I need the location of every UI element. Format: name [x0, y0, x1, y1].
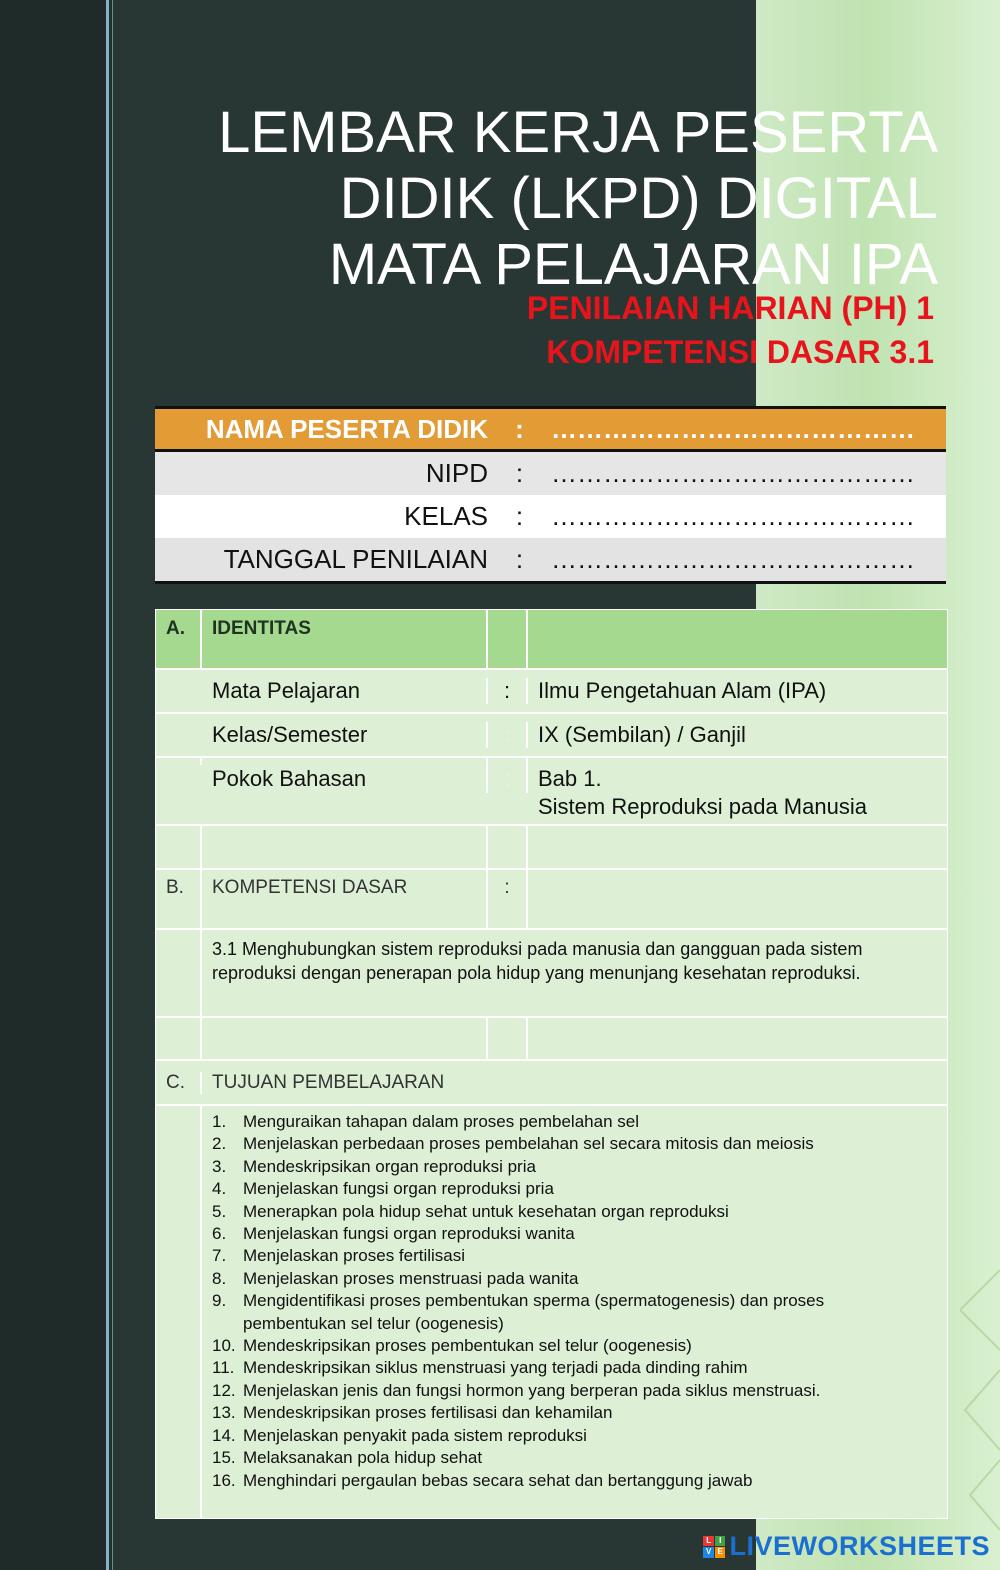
objective-text: Menjelaskan proses fertilisasi	[243, 1246, 466, 1266]
assessment-date-colon: :	[515, 544, 524, 574]
background-stripe	[106, 0, 109, 1570]
competency-header-row	[156, 868, 947, 928]
objective-number: 15.	[212, 1448, 236, 1468]
objective-number: 9.	[212, 1291, 227, 1311]
objective-text: Menjelaskan proses menstruasi pada wanita	[243, 1268, 579, 1288]
empty-cell	[488, 1018, 528, 1059]
student-info-table	[155, 406, 946, 584]
topic-label: Pokok Bahasan	[202, 758, 488, 793]
objectives-list-row	[156, 1104, 947, 1518]
competency-text-row	[156, 928, 947, 1016]
watermark-text: LIVEWORKSHEETS	[729, 1531, 990, 1561]
objective-text: Menjelaskan fungsi organ reproduksi pria	[243, 1179, 554, 1199]
student-name-row	[155, 409, 946, 449]
nipd-colon: :	[515, 458, 524, 488]
subtitle-line-2: KOMPETENSI DASAR 3.1	[546, 334, 934, 370]
objective-item	[212, 1425, 927, 1447]
objective-item	[212, 1178, 927, 1200]
objectives-list	[202, 1106, 947, 1492]
logo-letter: L	[703, 1536, 714, 1547]
content-table	[155, 609, 948, 1519]
objective-text: Menerapkan pola hidup sehat untuk kesehatan organ reproduksi	[243, 1201, 729, 1221]
subject-label: Mata Pelajaran	[202, 678, 488, 704]
class-semester-label: Kelas/Semester	[202, 722, 488, 748]
class-label: KELAS	[404, 501, 488, 531]
logo-letter: E	[715, 1547, 726, 1558]
student-name-field[interactable]: ……………………………………	[551, 413, 915, 444]
objective-item	[212, 1335, 927, 1357]
objective-item	[212, 1447, 927, 1469]
student-name-colon: :	[515, 413, 524, 444]
section-letter-a: A.	[156, 610, 202, 668]
empty-cell	[202, 1018, 488, 1059]
title-line-3: MATA PELAJARAN IPA	[328, 232, 938, 297]
objective-item	[212, 1111, 927, 1133]
objective-number: 11.	[212, 1358, 235, 1378]
assessment-date-row	[155, 538, 946, 581]
topic-value	[528, 758, 947, 821]
objective-item	[212, 1357, 927, 1379]
objectives-heading: TUJUAN PEMBELAJARAN	[212, 1071, 445, 1093]
objective-text: Mendeskripsikan proses fertilisasi dan kehamilan	[243, 1403, 613, 1423]
objective-item	[212, 1223, 927, 1245]
empty-cell	[528, 610, 947, 668]
competency-heading: KOMPETENSI DASAR	[202, 870, 488, 928]
objective-item	[212, 1470, 927, 1492]
nipd-row	[155, 449, 946, 495]
empty-cell	[528, 1018, 947, 1059]
competency-colon: :	[488, 870, 528, 928]
empty-cell	[202, 826, 488, 868]
objectives-header-row	[156, 1059, 947, 1104]
nipd-field[interactable]: ……………………………………	[551, 458, 915, 488]
class-field[interactable]: ……………………………………	[551, 501, 915, 531]
objective-number: 7.	[212, 1246, 227, 1266]
logo-letter: I	[715, 1536, 726, 1547]
objective-number: 2.	[212, 1134, 227, 1154]
identity-heading: IDENTITAS	[202, 610, 488, 668]
objective-text: Mendeskripsikan organ reproduksi pria	[243, 1156, 536, 1176]
class-semester-value: IX (Sembilan) / Ganjil	[538, 722, 746, 747]
spacer-row	[156, 1016, 947, 1059]
decorative-lines	[960, 1270, 1000, 1530]
objective-item	[212, 1268, 927, 1290]
empty-cell	[156, 930, 202, 1016]
objective-text: Menjelaskan perbedaan proses pembelahan sel secara mitosis dan meiosis	[243, 1134, 814, 1154]
title-line-1: LEMBAR KERJA PESERTA	[218, 100, 938, 165]
assessment-date-field[interactable]: ……………………………………	[551, 544, 915, 574]
competency-text: 3.1 Menghubungkan sistem reproduksi pada manusia dan gangguan pada sistem reproduksi dengan penerapan pola hidup yang menunjang kesehatan reproduksi.	[212, 939, 863, 983]
watermark	[703, 1531, 990, 1562]
objective-text: Mendeskripsikan proses pembentukan sel telur (oogenesis)	[243, 1336, 692, 1356]
class-row	[155, 495, 946, 538]
objective-item	[212, 1133, 927, 1155]
objective-number: 3.	[212, 1156, 227, 1176]
class-semester-row	[156, 712, 947, 756]
section-letter-c: C.	[156, 1072, 202, 1094]
logo-letter: V	[703, 1547, 714, 1558]
topic-value-line-1: Bab 1.	[538, 766, 602, 791]
objective-item	[212, 1290, 927, 1335]
assessment-date-label: TANGGAL PENILAIAN	[223, 544, 488, 574]
objective-number: 16.	[212, 1470, 236, 1490]
objective-number: 13.	[212, 1403, 236, 1423]
objective-item	[212, 1156, 927, 1178]
objective-item	[212, 1402, 927, 1424]
title-line-2: DIDIK (LKPD) DIGITAL	[339, 166, 938, 231]
objective-number: 12.	[212, 1380, 236, 1400]
background-left-panel	[0, 0, 106, 1570]
empty-cell	[488, 826, 528, 868]
objective-text: Menguraikan tahapan dalam proses pembelahan sel	[243, 1112, 639, 1131]
objective-number: 5.	[212, 1201, 227, 1221]
objective-number: 8.	[212, 1268, 227, 1288]
subject-value: Ilmu Pengetahuan Alam (IPA)	[538, 678, 827, 703]
identity-header-row	[156, 610, 947, 668]
empty-cell	[156, 758, 202, 765]
page-title	[118, 100, 938, 298]
empty-cell	[156, 826, 202, 868]
subject-row	[156, 668, 947, 712]
topic-colon: :	[488, 758, 528, 793]
objective-text: Menghindari pergaulan bebas secara sehat dan bertanggung jawab	[243, 1470, 753, 1490]
objective-number: 4.	[212, 1179, 227, 1199]
objective-text: Menjelaskan penyakit pada sistem reproduksi	[243, 1425, 587, 1445]
class-colon: :	[515, 501, 524, 531]
objective-text: Melaksanakan pola hidup sehat	[243, 1448, 483, 1468]
objective-text: Mengidentifikasi proses pembentukan sperma (spermatogenesis) dan proses pembentukan sel telur (oogenesis)	[243, 1291, 825, 1333]
objective-text: Menjelaskan fungsi organ reproduksi wanita	[243, 1224, 575, 1244]
empty-cell	[488, 610, 528, 668]
section-letter-b: B.	[156, 870, 202, 928]
objective-item	[212, 1201, 927, 1223]
subject-colon: :	[488, 678, 528, 704]
objective-text: Mendeskripsikan siklus menstruasi yang terjadi pada dinding rahim	[243, 1358, 748, 1378]
student-name-label: NAMA PESERTA DIDIK	[205, 413, 488, 444]
topic-row	[156, 756, 947, 824]
objective-text: Menjelaskan jenis dan fungsi hormon yang berperan pada siklus menstruasi.	[243, 1380, 821, 1400]
liveworksheets-logo-icon	[703, 1536, 725, 1558]
nipd-label: NIPD	[425, 458, 488, 488]
spacer-row	[156, 824, 947, 868]
subtitle-line-1: PENILAIAN HARIAN (PH) 1	[526, 290, 934, 326]
topic-value-line-2: Sistem Reproduksi pada Manusia	[538, 794, 867, 819]
objective-item	[212, 1245, 927, 1267]
page-subtitle	[234, 286, 934, 374]
objective-number: 6.	[212, 1224, 227, 1244]
empty-cell	[156, 1018, 202, 1059]
empty-cell	[528, 870, 947, 928]
empty-cell	[528, 826, 947, 868]
class-semester-colon: :	[488, 722, 528, 748]
objective-number: 10.	[212, 1336, 236, 1356]
objective-number: 14.	[212, 1425, 236, 1445]
objective-number: 1.	[212, 1112, 227, 1131]
empty-cell	[156, 1106, 202, 1518]
objective-item	[212, 1380, 927, 1402]
